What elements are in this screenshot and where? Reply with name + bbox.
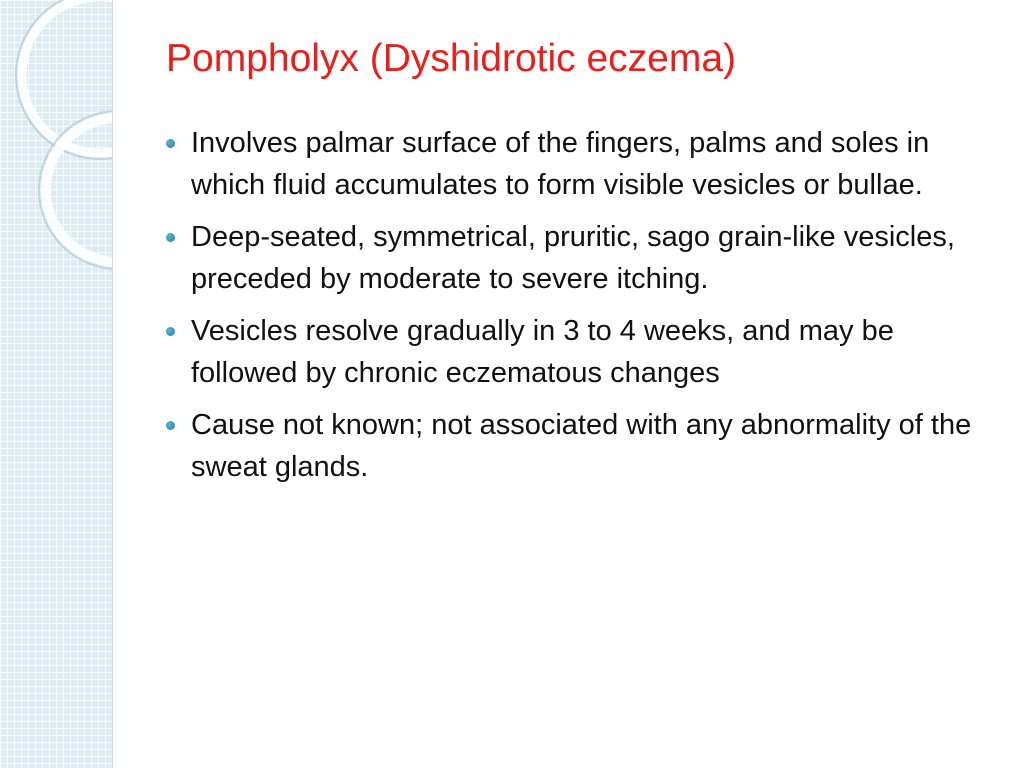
page-title: Pompholyx (Dyshidrotic eczema) [166,37,737,80]
bullet-text: Vesicles resolve gradually in 3 to 4 weeks, and may be followed by chronic eczematous changes [191,315,894,389]
bullet-icon [166,327,175,336]
decorative-side-panel [0,0,113,768]
list-item [166,310,986,394]
bullet-list [166,122,986,498]
bullet-text: Deep-seated, symmetrical, pruritic, sago grain-like vesicles, preceded by moderate to severe itching. [191,221,955,295]
bullet-icon [166,233,175,242]
bullet-icon [166,139,175,148]
list-item [166,404,986,488]
bullet-icon [166,421,175,430]
bullet-text: Cause not known; not associated with any abnormality of the sweat glands. [191,409,972,483]
list-item [166,216,986,300]
list-item [166,122,986,206]
bullet-text: Involves palmar surface of the fingers, palms and soles in which fluid accumulates to form visible vesicles or bullae. [191,127,930,201]
decorative-rings [0,0,112,768]
